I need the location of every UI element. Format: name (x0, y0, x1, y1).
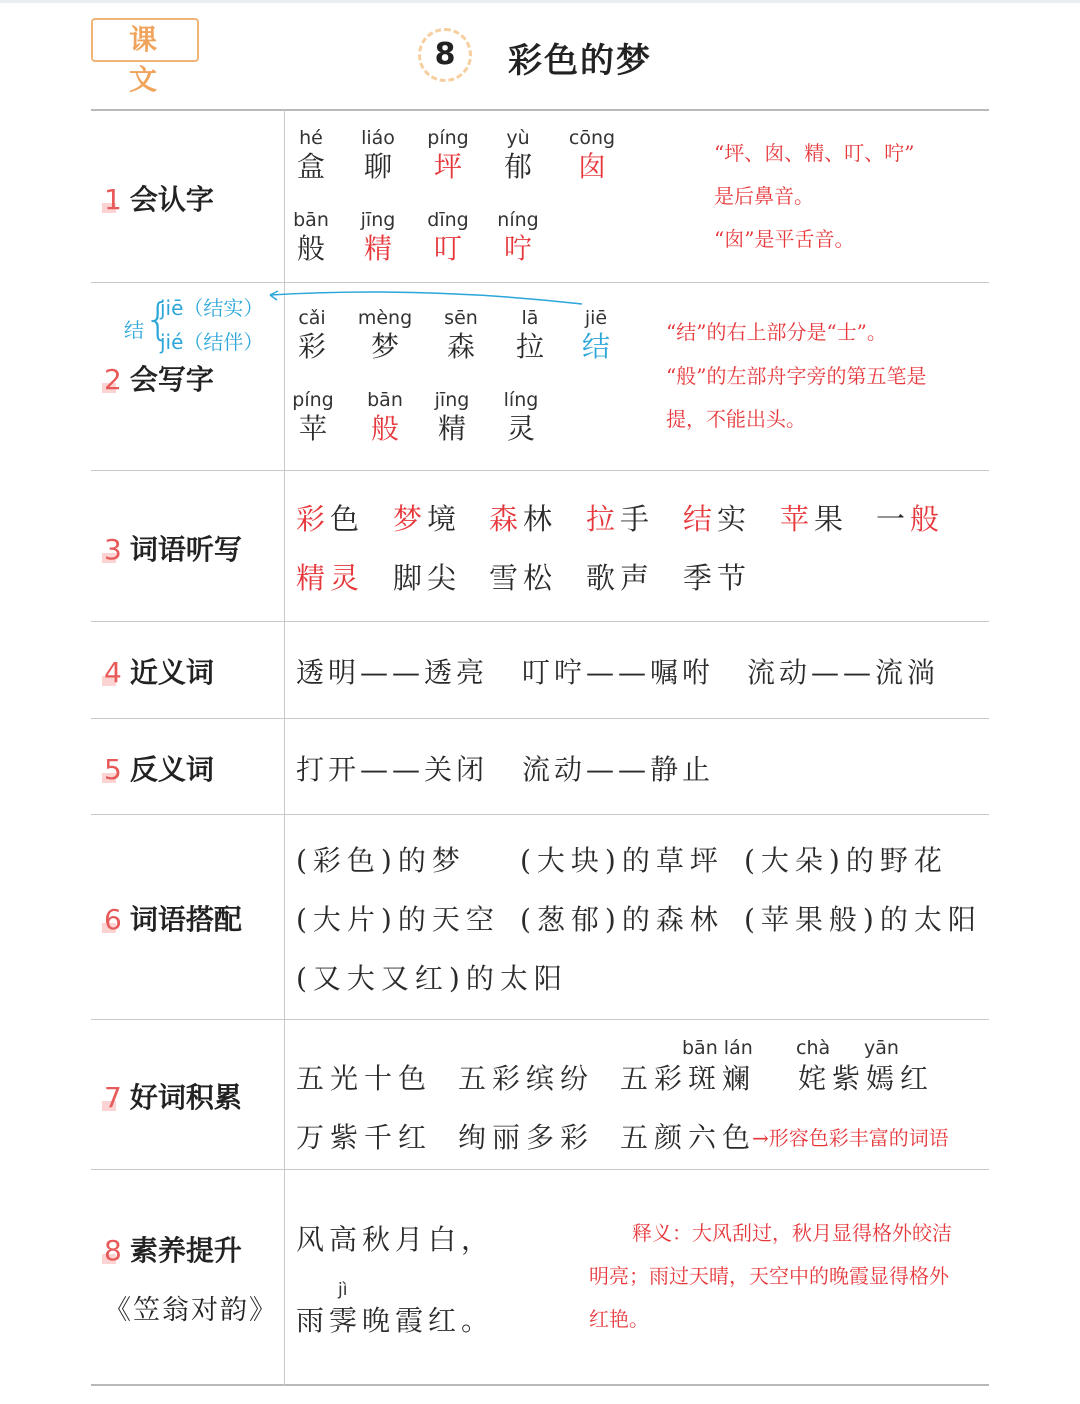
character: 囱 (577, 150, 606, 183)
char-cell (418, 127, 478, 185)
top-border (0, 0, 1080, 3)
character: 咛 (503, 232, 532, 265)
pinyin: bān (293, 209, 329, 231)
char-cell (348, 209, 408, 267)
table-bottom-border (91, 1384, 989, 1386)
row-divider (91, 718, 989, 719)
dictation-word: 梦境 (393, 502, 462, 536)
dictation-word: 季节 (683, 561, 752, 595)
section-label-8: 8 素养提升 (104, 1234, 242, 1267)
s1-note-line3: “囱”是平舌音。 (714, 227, 855, 251)
char-cell (488, 127, 548, 185)
pinyin: lā (521, 307, 539, 329)
pinyin-ji: jì (338, 1280, 348, 1300)
pinyin: sēn (444, 307, 478, 329)
antonym-1: 打开——关闭 (296, 753, 489, 786)
s8-note-line1: 释义：大风刮过，秋月显得格外皎洁 (632, 1221, 952, 1245)
char-cell (491, 389, 551, 447)
pinyin: dīng (427, 209, 469, 231)
char-cell (431, 307, 491, 365)
dictation-word: 一般 (876, 502, 945, 536)
character: 拉 (515, 330, 544, 363)
character: 苹 (298, 412, 327, 445)
character: 梦 (370, 330, 399, 363)
s1-note-line2: 是后鼻音。 (714, 184, 814, 208)
dictation-word: 脚尖 (393, 561, 462, 595)
section-label-1: 1 会认字 (104, 183, 214, 216)
lesson-type-tag: 课文 (91, 18, 199, 62)
pinyin: liáo (361, 127, 395, 149)
polyphone-char: 结 (124, 318, 144, 342)
lesson-number-badge: 8 (418, 28, 472, 82)
row-divider (91, 1019, 989, 1020)
couplet-line-1: 风高秋月白， (296, 1223, 495, 1256)
section-label-4: 4 近义词 (104, 656, 214, 689)
character: 般 (370, 412, 399, 445)
char-cell (355, 389, 415, 447)
couplet-line-2: 雨霁晚霞红。 (296, 1304, 495, 1337)
collocation-4: (大片)的天空 (296, 903, 500, 936)
char-cell (562, 127, 622, 185)
char-cell (281, 127, 341, 185)
good-word-4: 姹紫嫣红 (798, 1062, 935, 1095)
collocation-6: (苹果般)的太阳 (744, 903, 982, 936)
dictation-word: 精灵 (296, 561, 365, 595)
char-cell (348, 127, 408, 185)
s1-note-line1: “坪、囱、精、叮、咛” (714, 141, 915, 165)
section-label-5: 5 反义词 (104, 753, 214, 786)
collocation-5: (葱郁)的森林 (520, 903, 724, 936)
char-cell (488, 209, 548, 267)
char-cell (500, 307, 560, 365)
polyphone-reading-2: jié（结伴） (160, 330, 264, 354)
good-word-2: 五彩缤纷 (458, 1062, 595, 1095)
dictation-word: 苹果 (780, 502, 849, 536)
synonym-3: 流动——流淌 (747, 656, 940, 689)
pinyin: cōng (568, 127, 616, 149)
row-divider (91, 621, 989, 622)
pinyin: píng (292, 389, 334, 411)
char-cell (281, 209, 341, 267)
character: 森 (446, 330, 475, 363)
pinyin: jīng (434, 389, 470, 411)
collocation-7: (又大又红)的太阳 (296, 962, 568, 995)
pinyin: jīng (360, 209, 396, 231)
character: 灵 (506, 412, 535, 445)
pinyin: píng (427, 127, 469, 149)
dictation-word: 彩色 (296, 502, 365, 536)
polyphone-reading-1: jiē（结实） (160, 296, 264, 320)
s2-note-line1: “结”的右上部分是“士”。 (666, 320, 887, 344)
collocation-3: (大朵)的野花 (744, 844, 948, 877)
page-title: 彩色的梦 (508, 41, 652, 81)
character: 结 (581, 330, 610, 363)
character: 聊 (363, 150, 392, 183)
char-cell (283, 389, 343, 447)
character: 彩 (297, 330, 326, 363)
synonym-2: 叮咛——嘱咐 (522, 656, 715, 689)
row-divider (91, 470, 989, 471)
char-cell (422, 389, 482, 447)
row-divider (91, 1169, 989, 1170)
dictation-word: 雪松 (489, 561, 558, 595)
character: 般 (296, 232, 325, 265)
row-divider (91, 282, 989, 283)
pinyin: cǎi (298, 307, 326, 329)
collocation-1: (彩色)的梦 (296, 844, 466, 877)
char-cell (355, 307, 415, 365)
source-book-title: 《笠翁对韵》 (104, 1295, 278, 1326)
s2-note-line3: 提，不能出头。 (666, 407, 806, 431)
section-label-6: 6 词语搭配 (104, 903, 242, 936)
pinyin-yan: yān (864, 1037, 899, 1059)
section-label-2: 2 会写字 (104, 363, 214, 396)
pinyin: yù (506, 127, 530, 149)
pinyin-banlan: bān lán (682, 1037, 753, 1059)
row-divider (91, 814, 989, 815)
s8-note-line2: 明亮；雨过天晴，天空中的晚霞显得格外 (589, 1264, 949, 1288)
section-label-7: 7 好词积累 (104, 1081, 242, 1114)
pinyin: jiē (584, 307, 608, 329)
section-label-3: 3 词语听写 (104, 533, 242, 566)
good-word-7: 五颜六色 (620, 1121, 757, 1154)
good-word-1: 五光十色 (296, 1062, 433, 1095)
character: 郁 (503, 150, 532, 183)
character: 精 (437, 412, 466, 445)
character: 坪 (433, 150, 462, 183)
character: 叮 (433, 232, 462, 265)
dictation-word: 拉手 (586, 502, 655, 536)
good-word-5: 万紫千红 (296, 1121, 433, 1154)
collocation-2: (大块)的草坪 (520, 844, 724, 877)
good-word-3: 五彩斑斓 (620, 1062, 757, 1095)
pinyin: hé (299, 127, 323, 149)
antonym-2: 流动——静止 (522, 753, 715, 786)
good-word-6: 绚丽多彩 (458, 1121, 595, 1154)
pinyin-cha: chà (796, 1037, 831, 1059)
s2-note-line2: “般”的左部舟字旁的第五笔是 (666, 364, 927, 388)
s8-note-line3: 红艳。 (589, 1307, 649, 1331)
pinyin: líng (503, 389, 539, 411)
char-cell (566, 307, 626, 365)
table-top-border (91, 109, 989, 111)
pinyin: bān (367, 389, 403, 411)
dictation-word: 结实 (683, 502, 752, 536)
polyphone-brace: { (144, 294, 172, 345)
pinyin: mèng (357, 307, 413, 329)
synonym-1: 透明——透亮 (296, 656, 489, 689)
dictation-word: 歌声 (586, 561, 655, 595)
character: 精 (363, 232, 392, 265)
char-cell (418, 209, 478, 267)
character: 盒 (296, 150, 325, 183)
good-words-note: →形容色彩丰富的词语 (752, 1126, 949, 1150)
char-cell (282, 307, 342, 365)
pinyin: níng (497, 209, 539, 231)
dictation-word: 森林 (489, 502, 558, 536)
